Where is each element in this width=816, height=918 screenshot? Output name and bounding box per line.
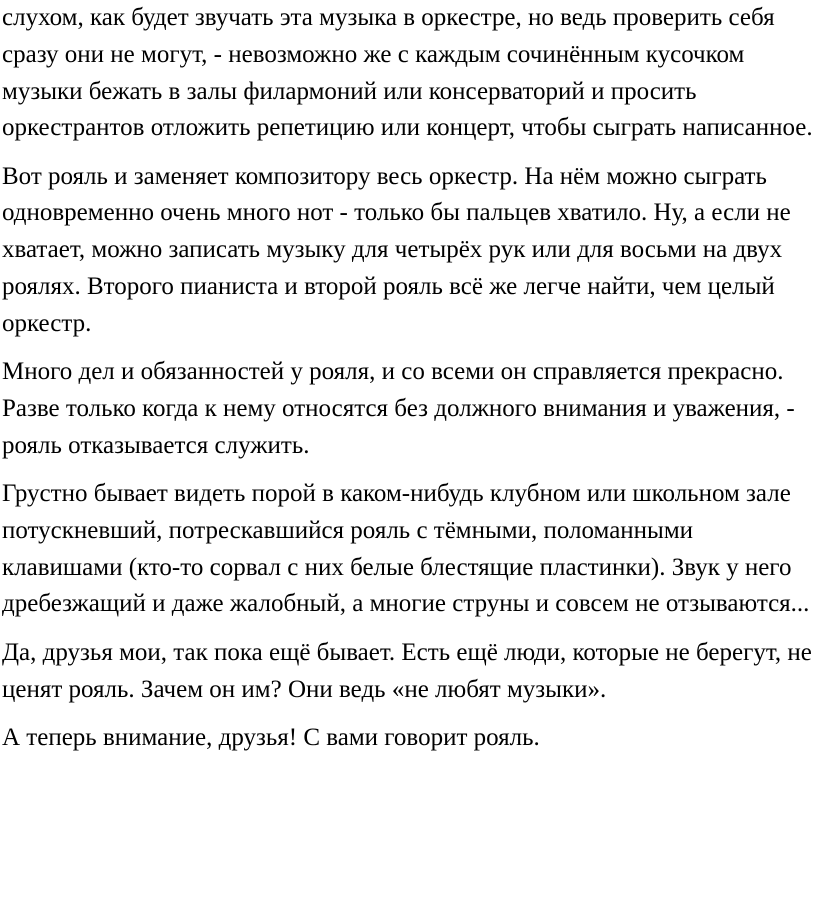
paragraph-2: Вот рояль и заменяет композитору весь оркестр. На нём можно сыграть одновременно очень много нот - только бы пальцев хватило. Ну, а если не хватает, можно записать музыку для четырёх рук или для восьми на двух роялях. Второго пианиста и второй рояль всё же легче найти, чем целый оркестр. (2, 162, 791, 337)
paragraph-5: Да, друзья мои, так пока ещё бывает. Есть ещё люди, которые не берегут, не ценят рояль. Зачем он им? Они ведь «не любят музыки». (2, 638, 812, 703)
paragraph-6: А теперь внимание, друзья! С вами говорит рояль. (2, 723, 540, 751)
paragraph-3: Много дел и обязанностей у рояля, и со всеми он справляется прекрасно. Разве только когда к нему относятся без должного внимания и уважения, - рояль отказывается служить. (2, 358, 795, 459)
document-body (2, 0, 814, 757)
paragraph-1: слухом, как будет звучать эта музыка в оркестре, но ведь проверить себя сразу они не могут, - невозможно же с каждым сочинённым кусочком музыки бежать в залы филармоний или консерваторий и просить оркестрантов отложить репетицию или концерт, чтобы сыграть написанное. (2, 4, 813, 142)
paragraph-4: Грустно бывает видеть порой в каком-нибудь клубном или школьном зале потускневший, потрескавшийся рояль с тёмными, поломанными клавишами (кто-то сорвал с них белые блестящие пластинки). Звук у него дребезжащий и даже жалобный, а многие струны и совсем не отзываются... (2, 480, 810, 618)
